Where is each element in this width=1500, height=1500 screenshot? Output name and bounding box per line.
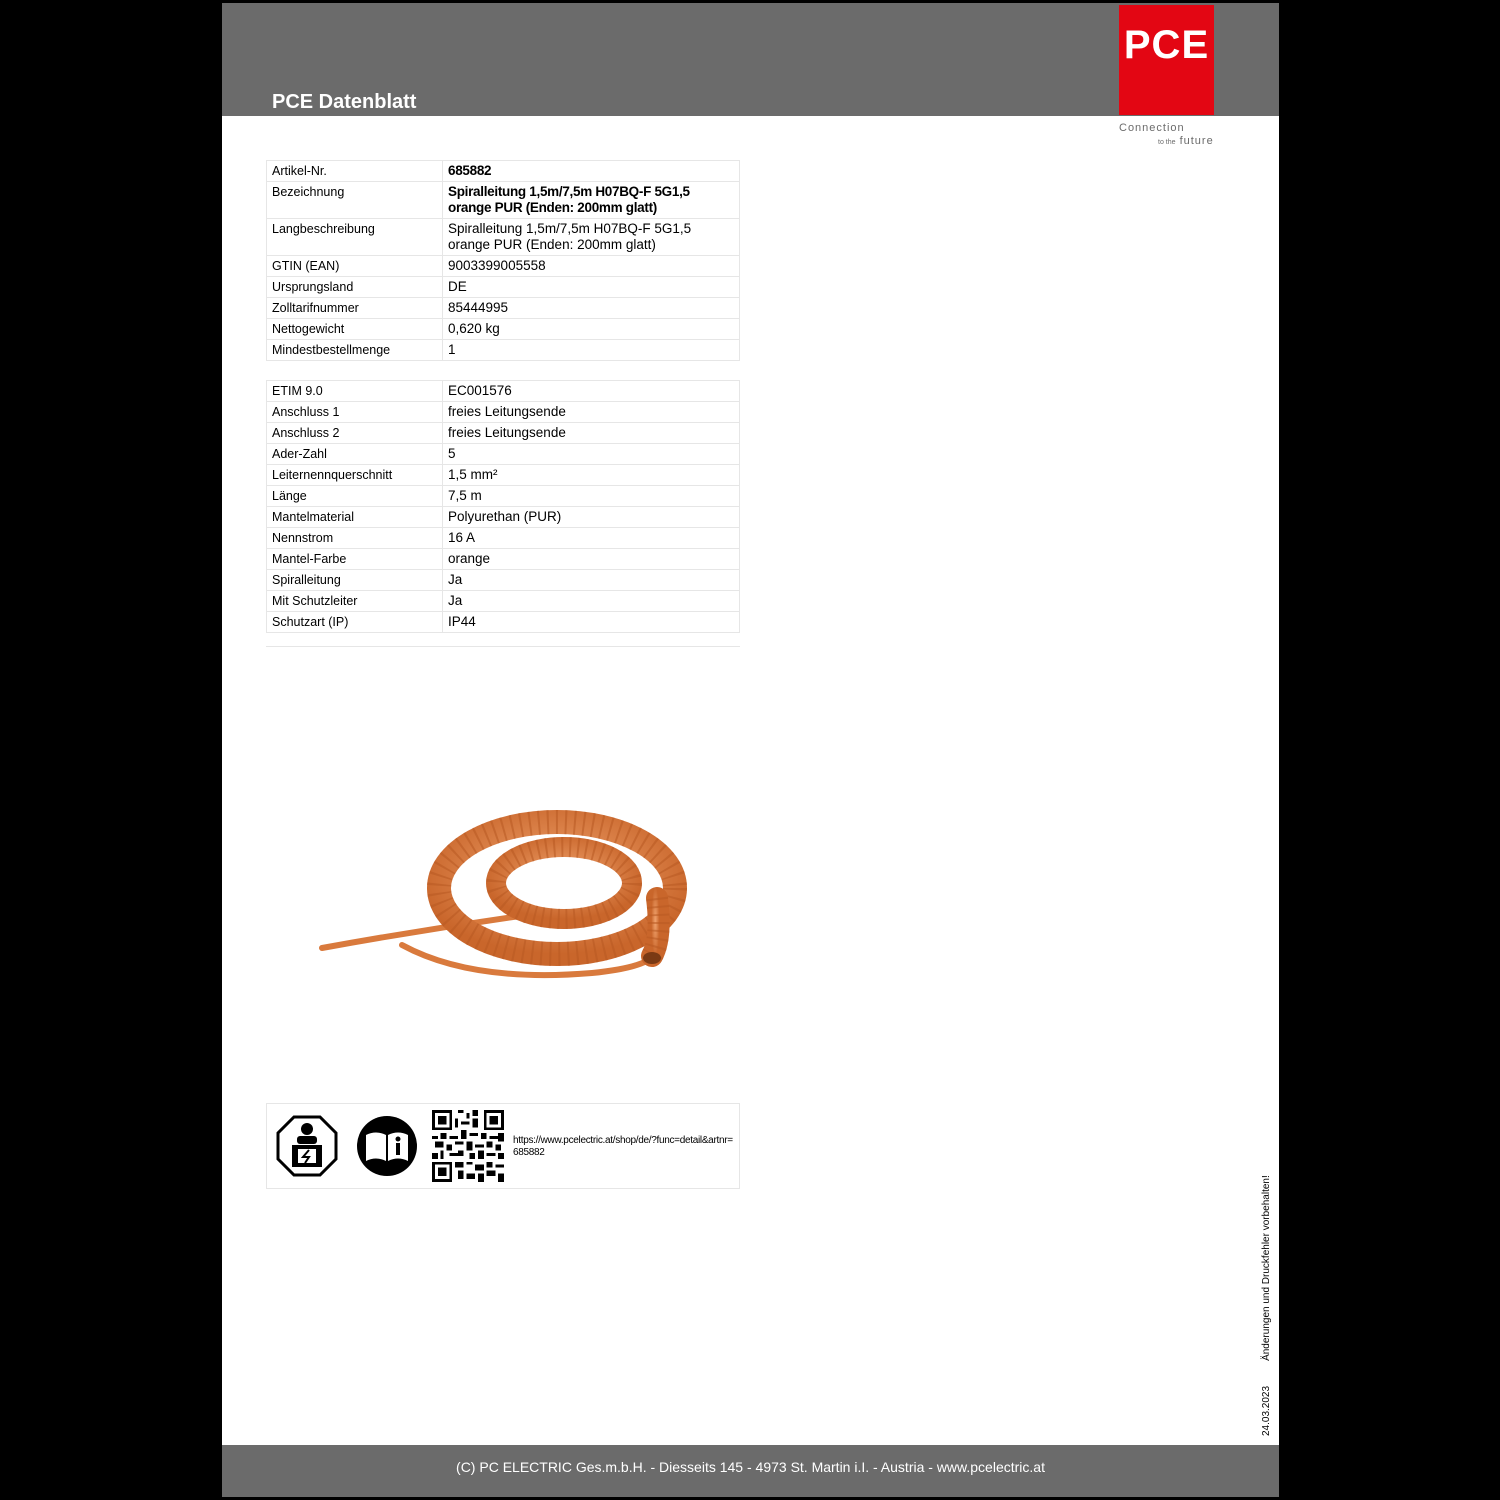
row-value: 0,620 kg xyxy=(443,319,740,340)
row-value: 85444995 xyxy=(443,298,740,319)
table-row xyxy=(267,298,740,319)
table-row xyxy=(267,528,740,549)
row-label: Anschluss 1 xyxy=(267,402,443,423)
row-value: Ja xyxy=(443,591,740,612)
row-label: Mantelmaterial xyxy=(267,507,443,528)
electrician-warning-icon xyxy=(276,1115,338,1177)
row-value: Polyurethan (PUR) xyxy=(443,507,740,528)
row-label: Leiternennquerschnitt xyxy=(267,465,443,486)
row-label: Nennstrom xyxy=(267,528,443,549)
page-footer xyxy=(222,1445,1279,1497)
row-label: Ader-Zahl xyxy=(267,444,443,465)
row-value: Ja xyxy=(443,570,740,591)
datasheet-page xyxy=(222,3,1279,1497)
table-row xyxy=(267,507,740,528)
row-value: IP44 xyxy=(443,612,740,633)
table-row xyxy=(267,570,740,591)
row-label: Bezeichnung xyxy=(267,182,443,219)
row-label: GTIN (EAN) xyxy=(267,256,443,277)
table-row xyxy=(267,277,740,298)
row-value: 5 xyxy=(443,444,740,465)
manual-info-icon xyxy=(356,1115,418,1177)
pce-logo: PCE xyxy=(1119,5,1214,115)
table-row xyxy=(267,549,740,570)
side-note xyxy=(1261,1175,1272,1436)
table-row xyxy=(267,256,740,277)
tagline-small: to the xyxy=(1158,139,1176,146)
row-value: 16 A xyxy=(443,528,740,549)
row-label: Mantel-Farbe xyxy=(267,549,443,570)
coiled-cable-image xyxy=(312,808,692,988)
info-icons-box xyxy=(266,1103,740,1189)
row-label: Schutzart (IP) xyxy=(267,612,443,633)
row-label: ETIM 9.0 xyxy=(267,381,443,402)
disclaimer: Änderungen und Druckfehler vorbehalten! xyxy=(1261,1175,1272,1361)
row-value: Spiralleitung 1,5m/7,5m H07BQ-F 5G1,5 orange PUR (Enden: 200mm glatt) xyxy=(443,182,740,219)
product-url[interactable]: https://www.pcelectric.at/shop/de/?func=detail&artnr=685882 xyxy=(513,1135,733,1158)
row-label: Ursprungsland xyxy=(267,277,443,298)
table-row xyxy=(267,182,740,219)
table-row xyxy=(267,402,740,423)
row-label: Artikel-Nr. xyxy=(267,161,443,182)
row-value: freies Leitungsende xyxy=(443,402,740,423)
page-title: PCE Datenblatt xyxy=(272,91,417,113)
footer-text: (C) PC ELECTRIC Ges.m.b.H. - Diesseits 145 - 4973 St. Martin i.I. - Austria - www.pcelectric.at xyxy=(456,1459,1045,1475)
row-value: 1,5 mm² xyxy=(443,465,740,486)
etim-table xyxy=(266,380,740,633)
page-header xyxy=(222,3,1279,116)
row-label: Zolltarifnummer xyxy=(267,298,443,319)
row-label: Langbeschreibung xyxy=(267,219,443,256)
row-value: 685882 xyxy=(443,161,740,182)
row-value: 7,5 m xyxy=(443,486,740,507)
table-row xyxy=(267,612,740,633)
table-row xyxy=(267,465,740,486)
row-label: Anschluss 2 xyxy=(267,423,443,444)
section-divider xyxy=(266,646,740,647)
row-value: freies Leitungsende xyxy=(443,423,740,444)
row-label: Länge xyxy=(267,486,443,507)
table-row xyxy=(267,444,740,465)
tagline-line1: Connection xyxy=(1119,122,1185,134)
table-row xyxy=(267,161,740,182)
table-row xyxy=(267,591,740,612)
qr-code-icon[interactable] xyxy=(432,1110,504,1182)
row-label: Nettogewicht xyxy=(267,319,443,340)
print-date: 24.03.2023 xyxy=(1261,1385,1272,1436)
row-value: Spiralleitung 1,5m/7,5m H07BQ-F 5G1,5 orange PUR (Enden: 200mm glatt) xyxy=(443,219,740,256)
row-value: 1 xyxy=(443,340,740,361)
table-row xyxy=(267,423,740,444)
tagline-line2 xyxy=(1158,135,1214,147)
row-label: Spiralleitung xyxy=(267,570,443,591)
article-table xyxy=(266,160,740,361)
row-value: 9003399005558 xyxy=(443,256,740,277)
row-label: Mindestbestellmenge xyxy=(267,340,443,361)
tagline-word: future xyxy=(1179,135,1214,147)
row-value: orange xyxy=(443,549,740,570)
row-value: EC001576 xyxy=(443,381,740,402)
table-row xyxy=(267,319,740,340)
table-row xyxy=(267,486,740,507)
row-value: DE xyxy=(443,277,740,298)
table-row xyxy=(267,381,740,402)
table-row xyxy=(267,340,740,361)
row-label: Mit Schutzleiter xyxy=(267,591,443,612)
table-row xyxy=(267,219,740,256)
